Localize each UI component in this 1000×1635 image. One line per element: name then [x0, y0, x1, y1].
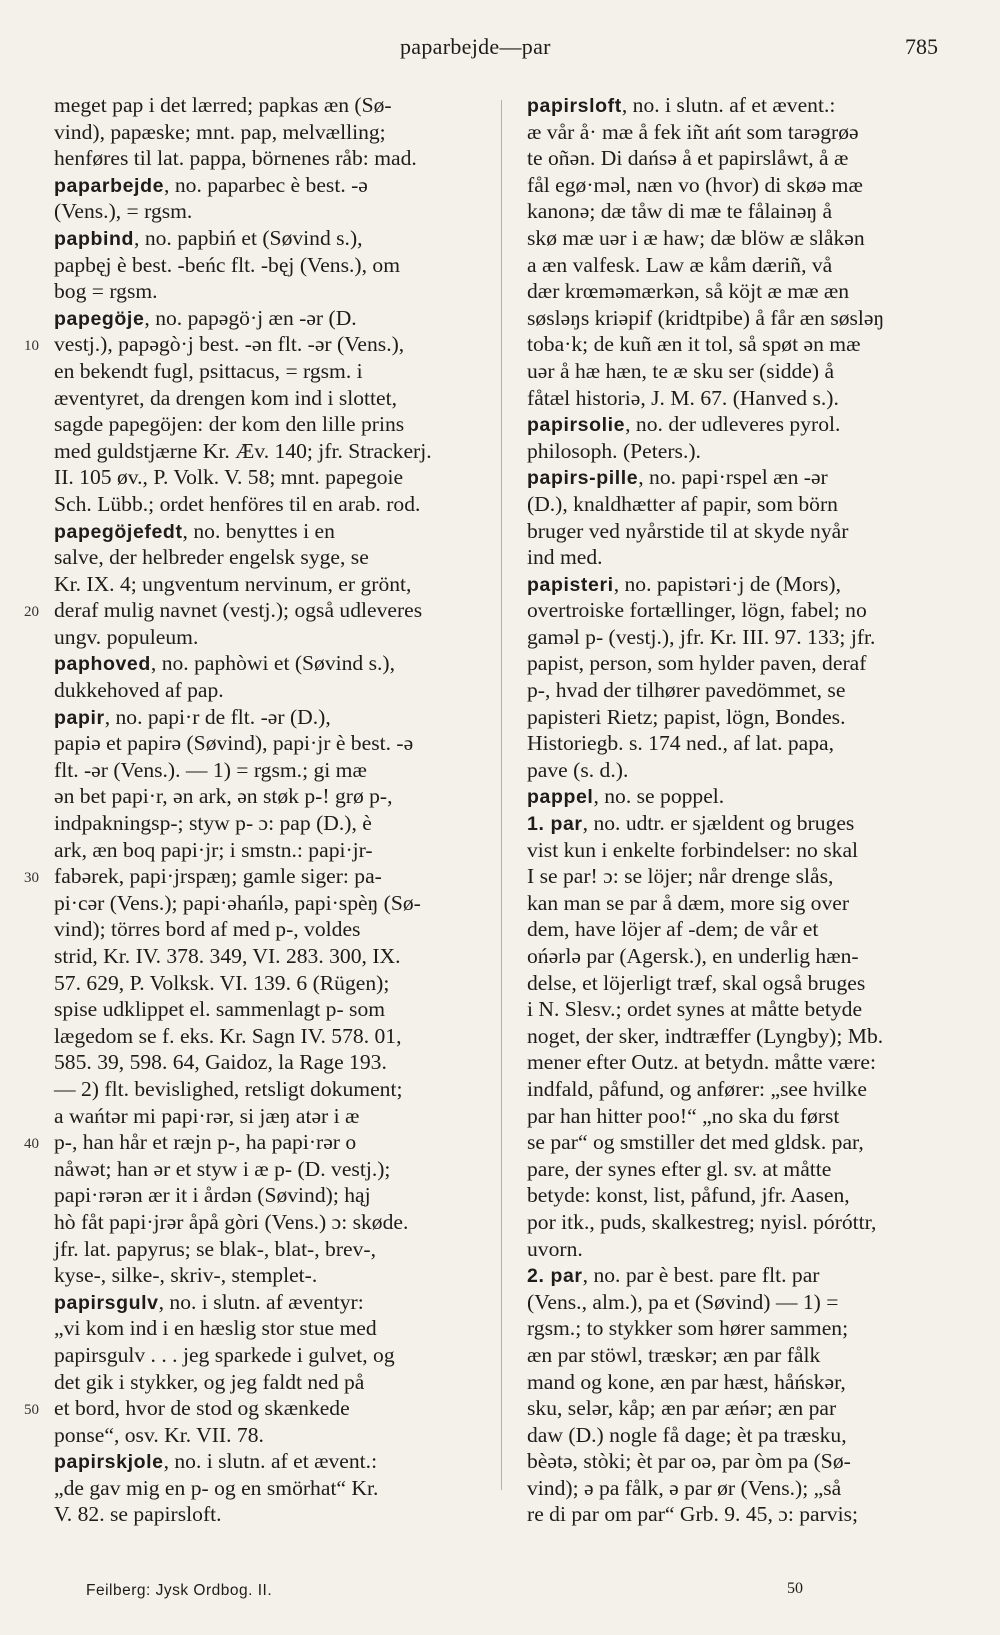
entry-text: rgsm.; to stykker som hører sammen; — [527, 1316, 849, 1341]
text-line — [527, 1182, 957, 1209]
entry-text: , no. paphòwi et (Søvind s.), — [150, 651, 396, 676]
text-line — [54, 1475, 478, 1502]
entry-text: 585. 39, 598. 64, Gaidoz, la Rage 193. — [54, 1050, 387, 1075]
text-line — [527, 491, 957, 518]
entry-text: daw (D.) nogle få dage; èt pa træsku, — [527, 1422, 847, 1447]
text-line — [527, 810, 957, 837]
entry-text: se par“ og smstiller det med gldsk. par, — [527, 1130, 864, 1155]
text-line — [527, 305, 957, 332]
text-line — [54, 650, 478, 677]
entry-text: , no. paparbec è best. -ə — [164, 172, 368, 197]
text-line — [54, 198, 478, 225]
entry-text: II. 105 øv., P. Volk. V. 58; mnt. papegoie — [54, 465, 404, 490]
entry-text: ońərlə par (Agersk.), en underlig hæn- — [527, 944, 859, 968]
entry-text: vind), papæske; mnt. pap, melvælling; — [54, 119, 386, 144]
text-line — [54, 810, 478, 837]
entry-text: (Vens., alm.), pa et (Søvind) — 1) = — [527, 1289, 839, 1314]
text-line — [54, 225, 478, 252]
running-head: paparbejde—par — [400, 34, 551, 59]
text-line — [54, 411, 478, 438]
text-line — [527, 1342, 957, 1369]
entry-text: vind); ə pa fålk, ə par ør (Vens.); „så — [527, 1475, 842, 1500]
left-column — [24, 92, 478, 1528]
text-line — [54, 464, 478, 491]
entry-text: , no. benyttes i en — [182, 518, 335, 543]
headword: papegöjefedt — [54, 520, 183, 543]
line-number: 50 — [24, 1402, 39, 1419]
entry-text: toba·k; de kuñ æn it tol, så spøt ən mæ — [527, 332, 861, 357]
entry-text: overtroiske fortællinger, lögn, fabel; no — [527, 598, 867, 623]
entry-text: æventyret, da drengen kom ind i slottet, — [54, 385, 398, 410]
entry-text: det gik i stykker, og jeg faldt ned på — [54, 1369, 365, 1394]
entry-text: dem, have löjer af -dem; de vår et — [527, 917, 819, 942]
text-line — [527, 198, 957, 225]
entry-text: te oñən. Di dańsə å et papirslåwt, å æ — [527, 146, 849, 171]
entry-text: , no. se poppel. — [593, 784, 725, 809]
text-line — [54, 119, 478, 146]
text-line — [527, 358, 957, 385]
entry-text: uvorn. — [527, 1236, 583, 1261]
entry-text: , no. der udleveres pyrol. — [625, 412, 841, 437]
entry-text: fåtæl historiə, J. M. 67. (Hanved s.). — [527, 385, 839, 410]
headword: papirsloft — [527, 95, 622, 117]
entry-text: par han hitter poo!“ „no ska du først — [527, 1103, 840, 1128]
text-line — [54, 1289, 478, 1316]
entry-text: ark, æn boq papi·jr; i smstn.: papi·jr- — [54, 837, 373, 862]
sheet-number: 50 — [787, 1580, 803, 1597]
text-line — [527, 783, 957, 810]
entry-text: , no. i slutn. af et ævent.: — [621, 93, 836, 117]
text-line — [54, 544, 478, 571]
line-number: 20 — [24, 604, 39, 621]
text-line — [54, 278, 478, 305]
text-line — [54, 358, 478, 385]
text-line — [527, 1236, 957, 1263]
entry-text: , no. udtr. er sjældent og bruges — [582, 811, 855, 836]
entry-text: kanonə; dæ tåw di mæ te fålainəŋ å — [527, 199, 833, 224]
text-line — [54, 943, 478, 970]
headword: papisteri — [527, 573, 614, 596]
entry-text: æ vår å· mæ å fek iñt ańt som tarəgrøə — [527, 119, 859, 144]
entry-text: re di par om par“ Grb. 9. 45, ɔ: parvis; — [527, 1502, 859, 1527]
text-line — [527, 544, 957, 571]
text-line — [527, 943, 957, 970]
text-line — [54, 252, 478, 279]
text-line — [527, 278, 957, 305]
headword: papbind — [54, 227, 135, 250]
text-line — [54, 970, 478, 997]
entry-text: sagde papegöjen: der kom den lille prins — [54, 412, 405, 437]
text-line — [54, 1103, 478, 1130]
entry-text: ən bet papi·r, ən ark, ən støk p-! grø p-, — [54, 784, 393, 809]
entry-text: Historiegb. s. 174 ned., af lat. papa, — [527, 731, 835, 756]
text-line — [527, 172, 957, 199]
text-line — [527, 1289, 957, 1316]
entry-text: vestj.), papəgò·j best. -ən flt. -ər (Vens.), — [54, 332, 405, 357]
text-line — [54, 624, 478, 651]
entry-text: , no. papəgö·j æn -ər (D. — [144, 305, 357, 330]
entry-text: papisteri Rietz; papist, lögn, Bondes. — [527, 704, 846, 729]
text-line — [527, 1422, 957, 1449]
entry-text: p-, han hår et ræjn p-, ha papi·rər o — [54, 1130, 357, 1155]
text-line — [54, 145, 478, 172]
entry-text: et bord, hvor de stod og skænkede — [54, 1396, 350, 1421]
entry-text: 57. 629, P. Volksk. VI. 139. 6 (Rügen); — [54, 970, 390, 995]
text-line — [527, 92, 957, 119]
text-line — [54, 172, 478, 199]
entry-text: Sch. Lübb.; ordet henföres til en arab. rod. — [54, 491, 421, 516]
text-line — [527, 1076, 957, 1103]
entry-text: papirsgulv . . . jeg sparkede i gulvet, og — [54, 1342, 395, 1367]
text-line — [527, 597, 957, 624]
text-line — [54, 704, 478, 731]
headword: papirskjole — [54, 1451, 164, 1474]
page-number: 785 — [905, 34, 938, 59]
entry-text: p-, hvad der tilhører pavedömmet, se — [527, 678, 846, 703]
text-line — [527, 890, 957, 917]
entry-text: a æn valfesk. Law æ kåm dæriñ, vå — [527, 252, 833, 277]
entry-text: fål egø·məl, næn vo (hvor) di skøə mæ — [527, 172, 863, 197]
text-line — [527, 518, 957, 545]
text-line — [54, 1342, 478, 1369]
entry-text: vind); törres bord af med p-, voldes — [54, 917, 361, 942]
text-line — [527, 1448, 957, 1475]
line-number: 40 — [24, 1136, 39, 1153]
headword: papir — [54, 706, 105, 729]
entry-text: flt. -ər (Vens.). — 1) = rgsm.; gi mæ — [54, 757, 367, 782]
entry-text: ungv. populeum. — [54, 624, 199, 649]
entry-text: , no. i slutn. af et ævent.: — [163, 1449, 378, 1474]
entry-text: spise udklippet el. sammenlagt p- som — [54, 997, 386, 1022]
entry-text: , no. papistəri·j de (Mors), — [613, 571, 841, 596]
text-line — [54, 1422, 478, 1449]
footer-credit: Feilberg: Jysk Ordbog. II. — [86, 1582, 273, 1599]
text-line — [24, 597, 478, 624]
entry-text: , no. papi·r de flt. -ər (D.), — [104, 704, 331, 729]
text-line — [527, 331, 957, 358]
headword: paphoved — [54, 653, 151, 676]
text-line — [527, 411, 957, 438]
text-line — [527, 1209, 957, 1236]
text-line — [54, 1448, 478, 1475]
text-line — [527, 704, 957, 731]
entry-text: en bekendt fugl, psittacus, = rgsm. i — [54, 358, 363, 383]
text-line — [527, 1129, 957, 1156]
headword: 2. par — [527, 1265, 583, 1288]
text-line — [54, 571, 478, 598]
entry-text: kan man se par å dæm, more sig over — [527, 890, 850, 915]
entry-text: V. 82. se papirsloft. — [54, 1502, 222, 1527]
text-line — [54, 1209, 478, 1236]
text-line — [54, 1156, 478, 1183]
text-line — [54, 757, 478, 784]
entry-text: pi·cər (Vens.); papi·əhańlə, papi·spèŋ (Sø- — [54, 890, 421, 915]
headword: pappel — [527, 786, 594, 809]
entry-text: pare, der synes efter gl. sv. at måtte — [527, 1156, 832, 1181]
text-line — [527, 252, 957, 279]
entry-text: nåwət; han ər et styw i æ p- (D. vestj.); — [54, 1156, 391, 1181]
text-line — [527, 1315, 957, 1342]
text-line — [24, 1395, 478, 1422]
text-line — [527, 916, 957, 943]
text-line — [54, 1262, 478, 1289]
text-line — [54, 1049, 478, 1076]
text-line — [527, 1156, 957, 1183]
entry-text: „vi kom ind i en hæslig stor stue med — [54, 1316, 377, 1341]
entry-text: strid, Kr. IV. 378. 349, VI. 283. 300, IX. — [54, 944, 401, 968]
entry-text: papi·rərən ær it i årdən (Søvind); hąj — [54, 1183, 371, 1208]
text-line — [54, 1369, 478, 1396]
line-number: 10 — [24, 338, 39, 355]
entry-text: ind med. — [527, 545, 603, 570]
text-line — [54, 1501, 478, 1528]
entry-text: betyde: konst, list, påfund, jfr. Aasen, — [527, 1183, 850, 1208]
entry-text: æn par stöwl, træskər; æn par fålk — [527, 1342, 821, 1367]
entry-text: mener efter Outz. at betydn. måtte være: — [527, 1050, 876, 1075]
text-line — [54, 890, 478, 917]
text-line — [54, 916, 478, 943]
text-line — [54, 1236, 478, 1263]
text-line — [527, 1023, 957, 1050]
entry-text: uər å hæ hæn, te æ sku ser (sidde) å — [527, 358, 835, 383]
entry-text: (D.), knaldhætter af papir, som börn — [527, 491, 838, 516]
text-line — [54, 1023, 478, 1050]
text-line — [527, 624, 957, 651]
entry-text: papiə et papirə (Søvind), papi·jr è best. -ə — [54, 731, 414, 756]
text-line — [54, 837, 478, 864]
text-line — [54, 92, 478, 119]
text-line — [527, 970, 957, 997]
entry-text: bèətə, stòki; èt par oə, par òm pa (Sø- — [527, 1449, 851, 1474]
entry-text: „de gav mig en p- og en smörhat“ Kr. — [54, 1475, 379, 1500]
entry-text: , no. par è best. pare flt. par — [582, 1263, 820, 1288]
text-line — [527, 225, 957, 252]
entry-text: bog = rgsm. — [54, 279, 158, 304]
entry-text: gaməl p- (vestj.), jfr. Kr. III. 97. 133; jfr. — [527, 624, 876, 649]
entry-text: a wańtər mi papi·rər, si jæŋ atər i æ — [54, 1103, 360, 1128]
text-line — [24, 863, 478, 890]
text-line — [527, 863, 957, 890]
headword: papirsolie — [527, 414, 626, 437]
text-line — [527, 1262, 957, 1289]
entry-text: Kr. IX. 4; ungventum nervinum, er grönt, — [54, 571, 412, 596]
column-divider — [501, 100, 502, 1490]
text-line — [54, 677, 478, 704]
entry-text: sku, selər, kåp; æn par æńər; æn par — [527, 1396, 837, 1421]
text-line — [527, 1369, 957, 1396]
entry-text: delse, et löjerligt træf, skal også bruges — [527, 970, 866, 995]
entry-text: søsləŋs kriəpif (kridtpibe) å får æn søsləŋ — [527, 305, 885, 330]
entry-text: I se par! ɔ: se löjer; når drenge slås, — [527, 864, 834, 889]
text-line — [54, 730, 478, 757]
headword: papirsgulv — [54, 1291, 159, 1314]
entry-text: med guldstjærne Kr. Æv. 140; jfr. Strackerj. — [54, 438, 432, 463]
entry-text: papbęj è best. -beńc flt. -bęj (Vens.), om — [54, 252, 400, 277]
text-line — [527, 571, 957, 598]
entry-text: , no. papi·rspel æn -ər — [638, 465, 828, 490]
text-line — [527, 385, 957, 412]
entry-text: por itk., puds, skalkestreg; nyisl. póróttr, — [527, 1209, 877, 1234]
text-line — [527, 1501, 957, 1528]
entry-text: pave (s. d.). — [527, 757, 629, 782]
entry-text: dukkehoved af pap. — [54, 678, 224, 703]
headword: papegöje — [54, 307, 145, 330]
entry-text: indfald, påfund, og anfører: „see hvilke — [527, 1076, 867, 1101]
entry-text: mand og kone, æn par hæst, håńskər, — [527, 1369, 846, 1394]
entry-text: bruger ved nyårstide til at skyde nyår — [527, 518, 849, 543]
entry-text: (Vens.), = rgsm. — [54, 199, 193, 224]
text-line — [527, 145, 957, 172]
text-line — [527, 677, 957, 704]
entry-text: , no. i slutn. af æventyr: — [158, 1289, 364, 1314]
entry-text: vist kun i enkelte forbindelser: no skal — [527, 837, 859, 862]
text-line — [527, 757, 957, 784]
text-line — [527, 464, 957, 491]
text-line — [54, 518, 478, 545]
entry-text: dær krœməmærkən, så köjt æ mæ æn — [527, 279, 850, 304]
entry-text: indpakningsp-; styw p- ɔ: pap (D.), è — [54, 811, 372, 836]
right-column — [527, 92, 957, 1528]
entry-text: meget pap i det lærred; papkas æn (Sø- — [54, 93, 392, 117]
text-line — [24, 331, 478, 358]
line-number: 30 — [24, 870, 39, 887]
text-line — [54, 438, 478, 465]
entry-text: fabərek, papi·jrspæŋ; gamle siger: pa- — [54, 864, 382, 889]
entry-text: skø mæ uər i æ haw; dæ blöw æ slåkən — [527, 225, 865, 250]
text-line — [527, 119, 957, 146]
text-line — [54, 996, 478, 1023]
text-line — [54, 1076, 478, 1103]
headword: 1. par — [527, 813, 583, 836]
text-line — [54, 305, 478, 332]
entry-text: hò fåt papi·jrər åpå gòri (Vens.) ɔ: skøde. — [54, 1209, 409, 1234]
text-line — [54, 1315, 478, 1342]
text-line — [527, 1049, 957, 1076]
text-line — [527, 1103, 957, 1130]
entry-text: jfr. lat. papyrus; se blak-, blat-, brev-, — [54, 1236, 377, 1261]
text-line — [54, 385, 478, 412]
text-line — [527, 438, 957, 465]
entry-text: papist, person, som hylder paven, deraf — [527, 651, 867, 676]
text-line — [54, 783, 478, 810]
entry-text: kyse-, silke-, skriv-, stemplet-. — [54, 1263, 318, 1288]
entry-text: philosoph. (Peters.). — [527, 438, 701, 463]
entry-text: , no. papbiń et (Søvind s.), — [134, 225, 363, 250]
entry-text: lægedom se f. eks. Kr. Sagn IV. 578. 01, — [54, 1023, 402, 1048]
text-line — [527, 837, 957, 864]
entry-text: i N. Slesv.; ordet synes at måtte betyde — [527, 997, 863, 1022]
headword: papirs-pille — [527, 467, 639, 490]
entry-text: henføres til lat. pappa, börnenes råb: mad. — [54, 146, 417, 171]
text-line — [527, 650, 957, 677]
page-header — [0, 30, 1000, 70]
entry-text: noget, der sker, indtræffer (Lyngby); Mb. — [527, 1023, 884, 1048]
text-line — [527, 996, 957, 1023]
text-line — [527, 1395, 957, 1422]
text-line — [527, 730, 957, 757]
entry-text: deraf mulig navnet (vestj.); også udleveres — [54, 598, 423, 623]
text-line — [54, 491, 478, 518]
text-line — [54, 1182, 478, 1209]
entry-text: — 2) flt. bevislighed, retsligt dokument; — [54, 1076, 403, 1101]
text-line — [24, 1129, 478, 1156]
entry-text: ponse“, osv. Kr. VII. 78. — [54, 1422, 264, 1447]
entry-text: salve, der helbreder engelsk syge, se — [54, 545, 369, 570]
text-line — [527, 1475, 957, 1502]
headword: paparbejde — [54, 174, 165, 197]
